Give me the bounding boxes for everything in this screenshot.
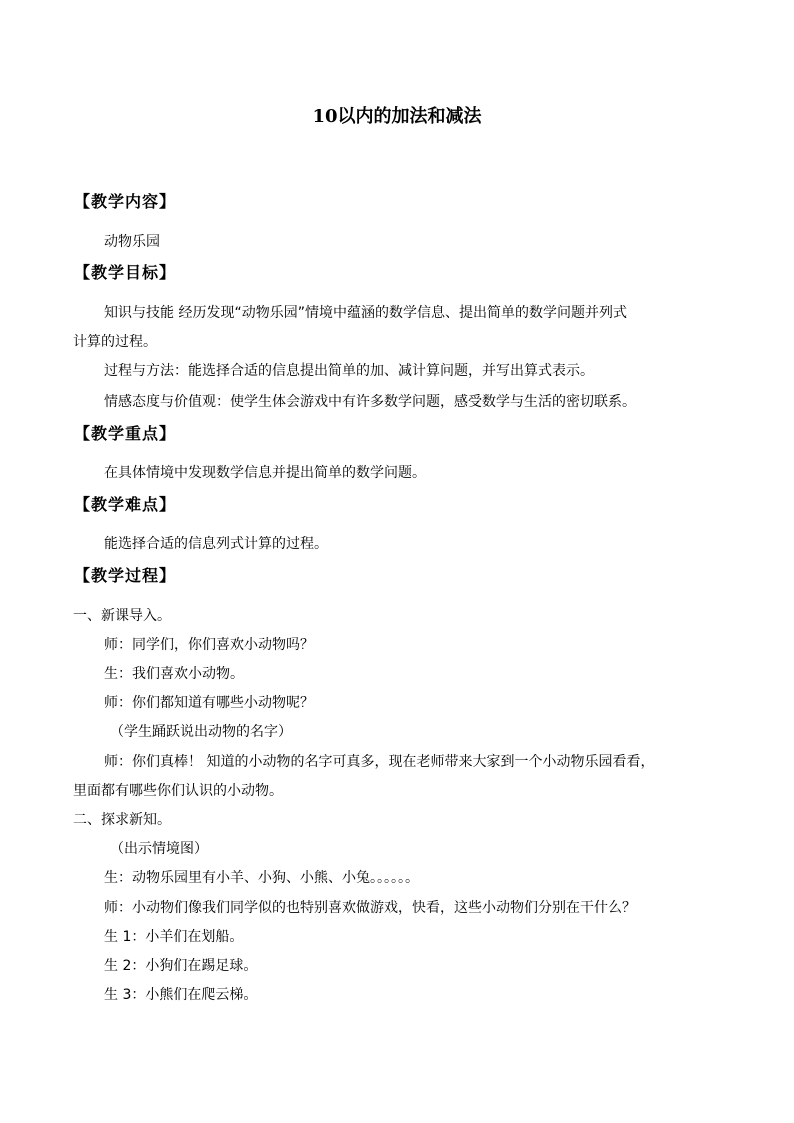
- process-line: （学生踊跃说出动物的名字）: [110, 724, 292, 740]
- goal-attitude: 情感态度与价值观：使学生体会游戏中有许多数学问题，感受数学与生活的密切联系。: [104, 394, 636, 410]
- heading-teaching-goals: 【教学目标】: [74, 263, 177, 282]
- process-section-1: 一、新课导入。: [73, 608, 171, 624]
- goal-knowledge-line1: 知识与技能 经历发现“动物乐园”情境中蕴涵的数学信息、提出简单的数学问题并列式: [104, 305, 627, 321]
- difficulties-text: 能选择合适的信息列式计算的过程。: [104, 536, 328, 552]
- process-line: （出示情境图）: [110, 841, 208, 857]
- process-line: 师：同学们，你们喜欢小动物吗？: [104, 637, 314, 653]
- key-points-text: 在具体情境中发现数学信息并提出简单的数学问题。: [104, 465, 426, 481]
- goal-knowledge-line2: 计算的过程。: [73, 334, 157, 350]
- process-line: 里面都有哪些你们认识的小动物。: [73, 783, 283, 799]
- heading-teaching-content: 【教学内容】: [74, 192, 177, 211]
- content-text: 动物乐园: [104, 234, 160, 250]
- heading-teaching-process: 【教学过程】: [74, 566, 177, 585]
- heading-difficulties: 【教学难点】: [74, 495, 177, 514]
- process-line: 生：动物乐园里有小羊、小狗、小熊、小兔。。。。。。: [104, 870, 419, 886]
- process-line: 生：我们喜欢小动物。: [104, 666, 244, 682]
- process-line: 生 3：小熊们在爬云梯。: [104, 987, 258, 1003]
- heading-key-points: 【教学重点】: [74, 424, 177, 443]
- process-line: 师：你们都知道有哪些小动物呢？: [104, 695, 314, 711]
- process-line: 师：你们真棒！ 知道的小动物的名字可真多，现在老师带来大家到一个小动物乐园看看，: [104, 754, 655, 770]
- document-title: 10以内的加法和减法: [312, 106, 482, 127]
- goal-method: 过程与方法：能选择合适的信息提出简单的加、减计算问题，并写出算式表示。: [104, 363, 594, 379]
- process-section-2: 二、探求新知。: [73, 812, 171, 828]
- process-line: 生 2：小狗们在踢足球。: [104, 958, 258, 974]
- process-line: 生 1：小羊们在划船。: [104, 929, 244, 945]
- process-line: 师：小动物们像我们同学似的也特别喜欢做游戏，快看，这些小动物们分别在干什么？: [104, 900, 636, 916]
